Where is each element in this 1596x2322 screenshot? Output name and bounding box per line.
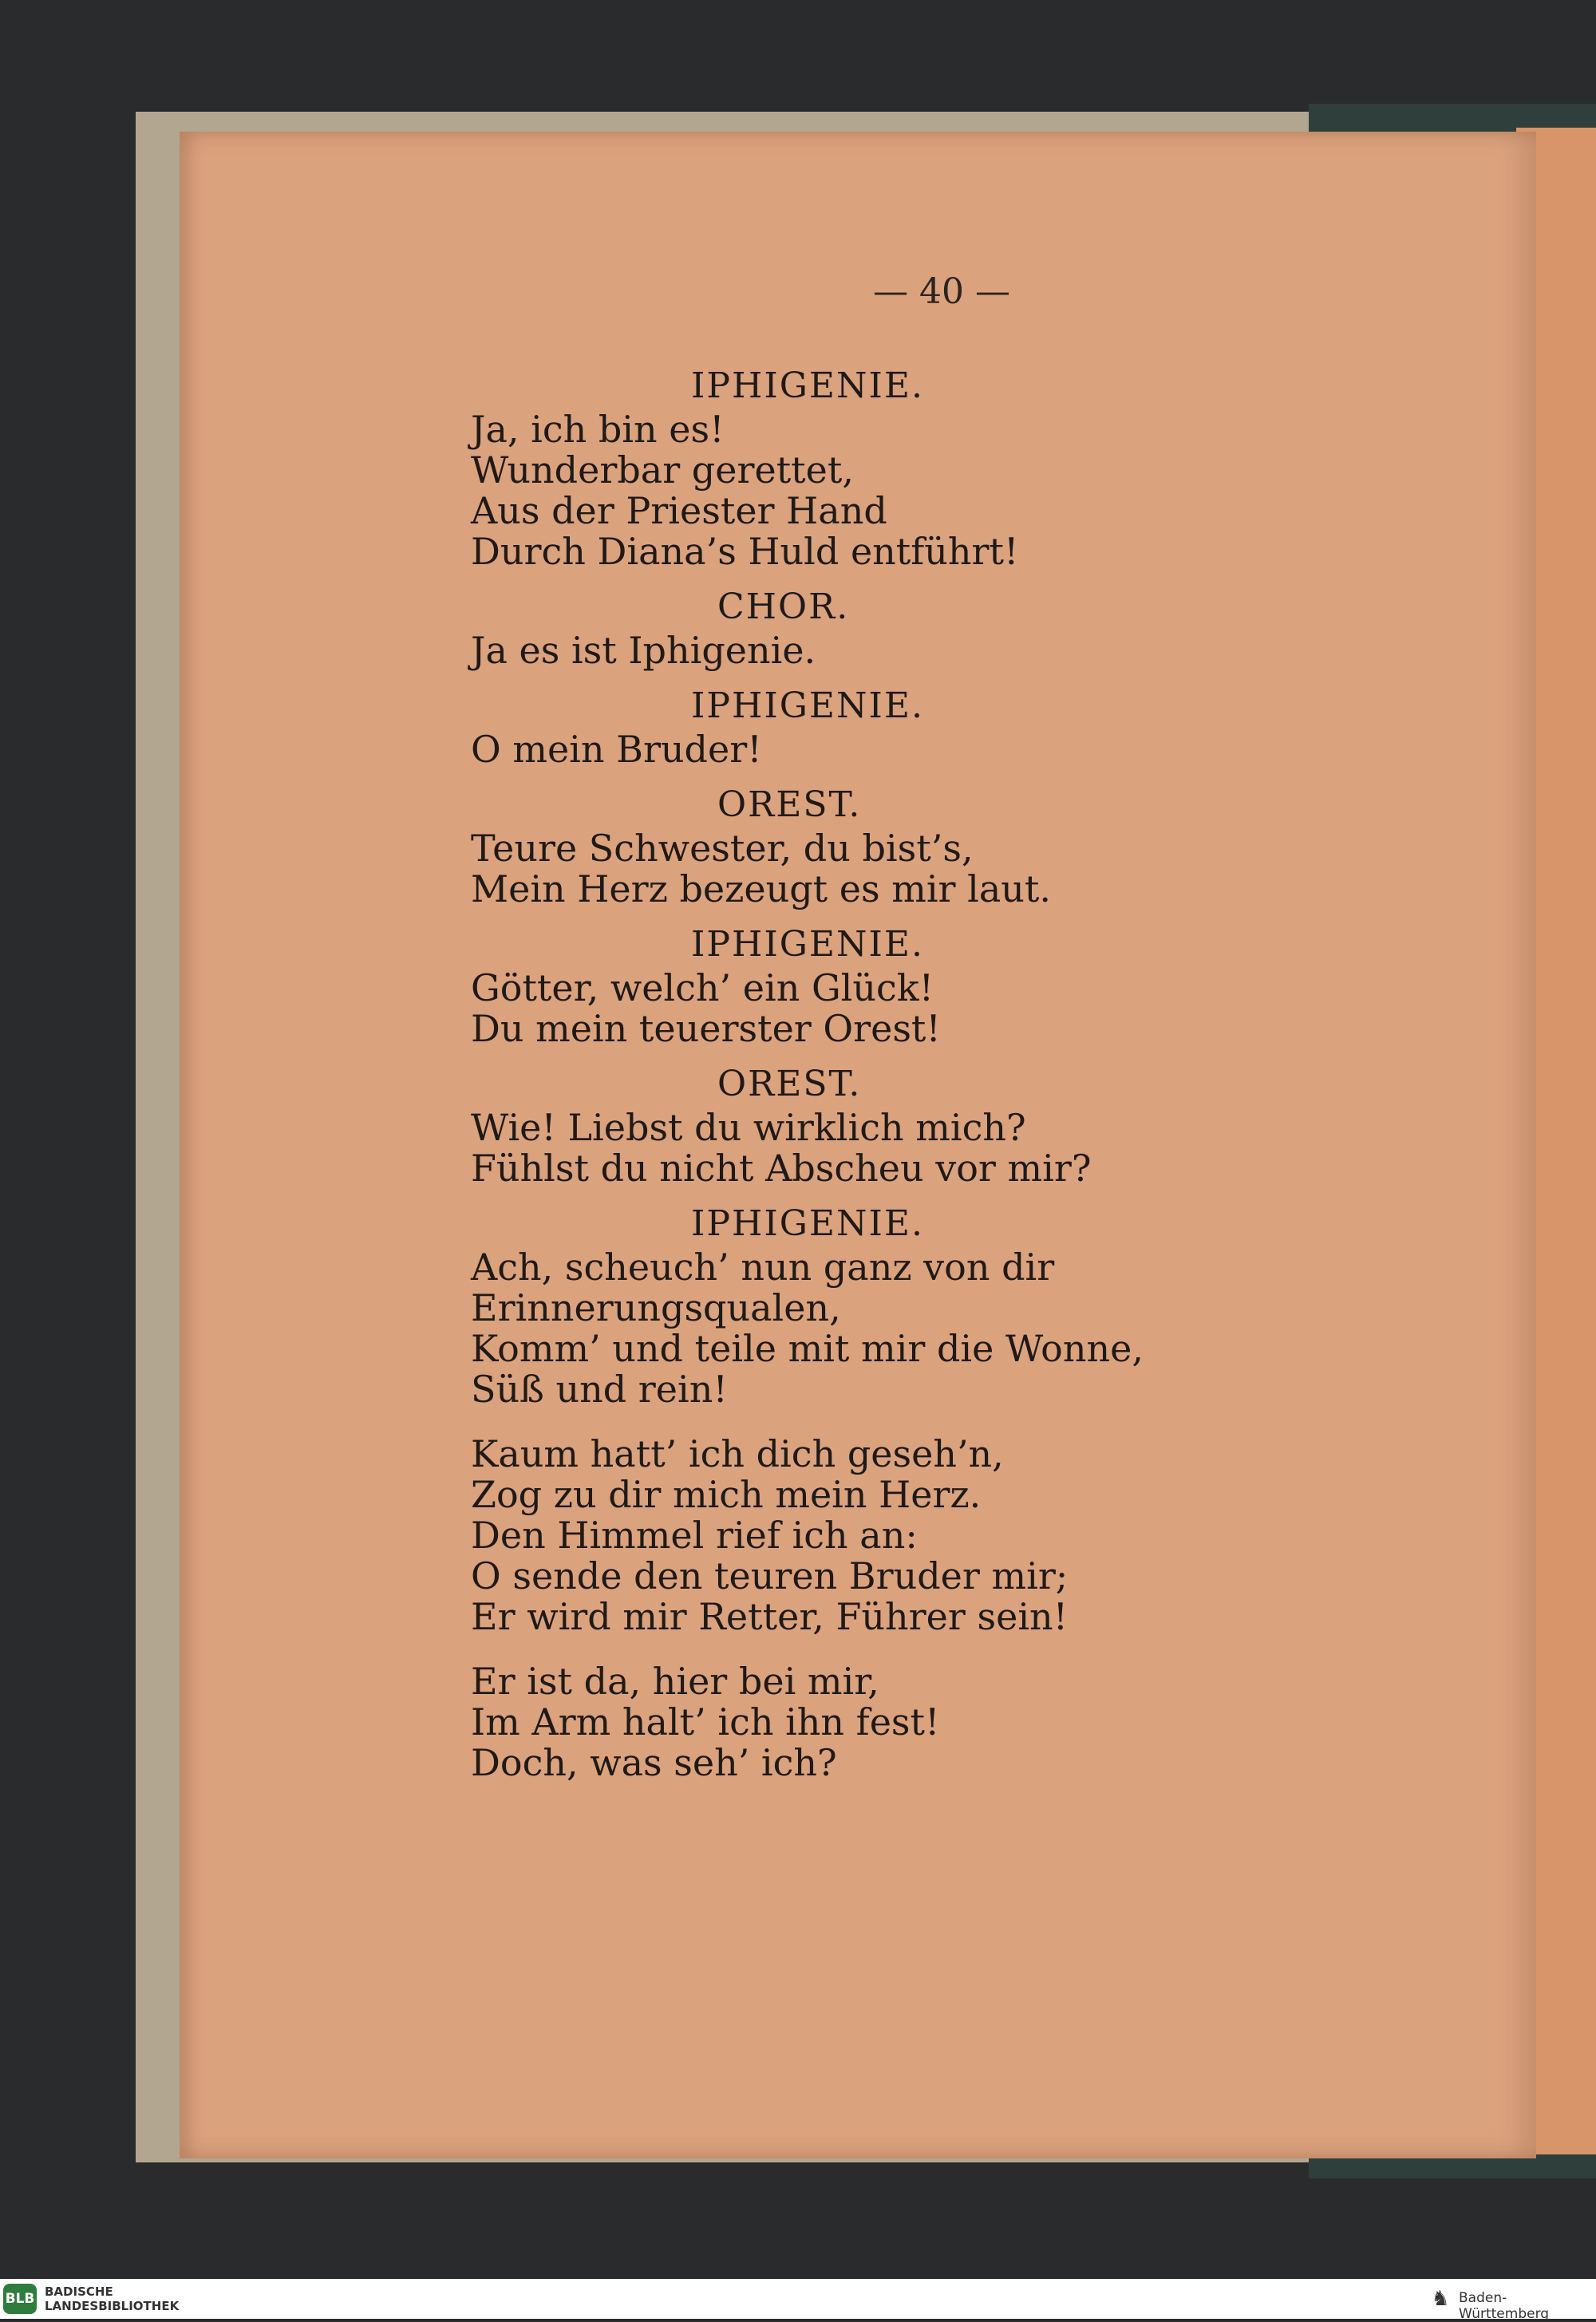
verse-line: Aus der Priester Hand: [471, 489, 887, 532]
page-number: — 40 —: [873, 271, 1010, 312]
verse-line: Im Arm halt’ ich ihn fest!: [471, 1700, 940, 1743]
coat-of-arms-icon: ♞: [1431, 2287, 1450, 2311]
speaker-name: IPHIGENIE.: [691, 924, 924, 965]
verse-line: Kaum hatt’ ich dich geseh’n,: [471, 1432, 1004, 1475]
verse-block: [471, 1637, 1269, 1783]
verse-block: [471, 784, 1269, 910]
verse-line: Wunderbar gerettet,: [471, 448, 854, 492]
verse-line: Erinnerungsqualen,: [471, 1286, 841, 1329]
verse-block: [471, 924, 1269, 1049]
speaker-name: OREST.: [717, 1064, 862, 1104]
verse-line: Durch Diana’s Huld entführt!: [471, 530, 1019, 573]
verse-block: [471, 586, 1269, 671]
speaker-name: IPHIGENIE.: [691, 365, 924, 406]
speaker-name: IPHIGENIE.: [691, 685, 924, 726]
verse-line: Doch, was seh’ ich?: [471, 1741, 837, 1784]
verse-line: Er ist da, hier bei mir,: [471, 1660, 879, 1703]
verse-line: Den Himmel rief ich an:: [471, 1514, 918, 1557]
speaker-name: CHOR.: [717, 586, 850, 627]
library-name-line1: BADISCHE: [45, 2284, 113, 2299]
blb-logo[interactable]: BLB: [3, 2284, 37, 2314]
library-name-line2: LANDESBIBLIOTHEK: [45, 2299, 180, 2313]
verse-line: Götter, welch’ ein Glück!: [471, 966, 934, 1009]
state-name[interactable]: Baden-Württemberg: [1459, 2290, 1550, 2322]
verse-block: [471, 1203, 1269, 1410]
verse-line: Teure Schwester, du bist’s,: [471, 827, 974, 870]
verse-line: Er wird mir Retter, Führer sein!: [471, 1595, 1069, 1638]
verse-block: [471, 1064, 1269, 1189]
libretto-text: [471, 351, 1269, 1783]
footer-bar: [0, 2279, 1596, 2322]
verse-block: [471, 685, 1269, 770]
verse-line: Süß und rein!: [471, 1368, 728, 1411]
verse-block: [471, 1410, 1269, 1637]
verse-line: Ja es ist Iphigenie.: [471, 629, 816, 672]
verse-line: Du mein teuerster Orest!: [471, 1007, 941, 1050]
speaker-name: IPHIGENIE.: [691, 1203, 924, 1244]
verse-line: Ja, ich bin es!: [471, 408, 725, 451]
verse-line: Komm’ und teile mit mir die Wonne,: [471, 1327, 1144, 1370]
verse-line: O mein Bruder!: [471, 728, 762, 771]
verse-line: Ach, scheuch’ nun ganz von dir: [471, 1246, 1055, 1289]
verse-line: Wie! Liebst du wirklich mich?: [471, 1106, 1026, 1149]
verse-block: [471, 365, 1269, 572]
verse-line: Mein Herz bezeugt es mir laut.: [471, 867, 1052, 910]
speaker-name: OREST.: [717, 784, 862, 825]
verse-line: Zog zu dir mich mein Herz.: [471, 1473, 982, 1516]
verse-line: Fühlst du nicht Abscheu vor mir?: [471, 1147, 1092, 1190]
verse-line: O sende den teuren Bruder mir;: [471, 1554, 1069, 1597]
library-name: [45, 2284, 179, 2313]
